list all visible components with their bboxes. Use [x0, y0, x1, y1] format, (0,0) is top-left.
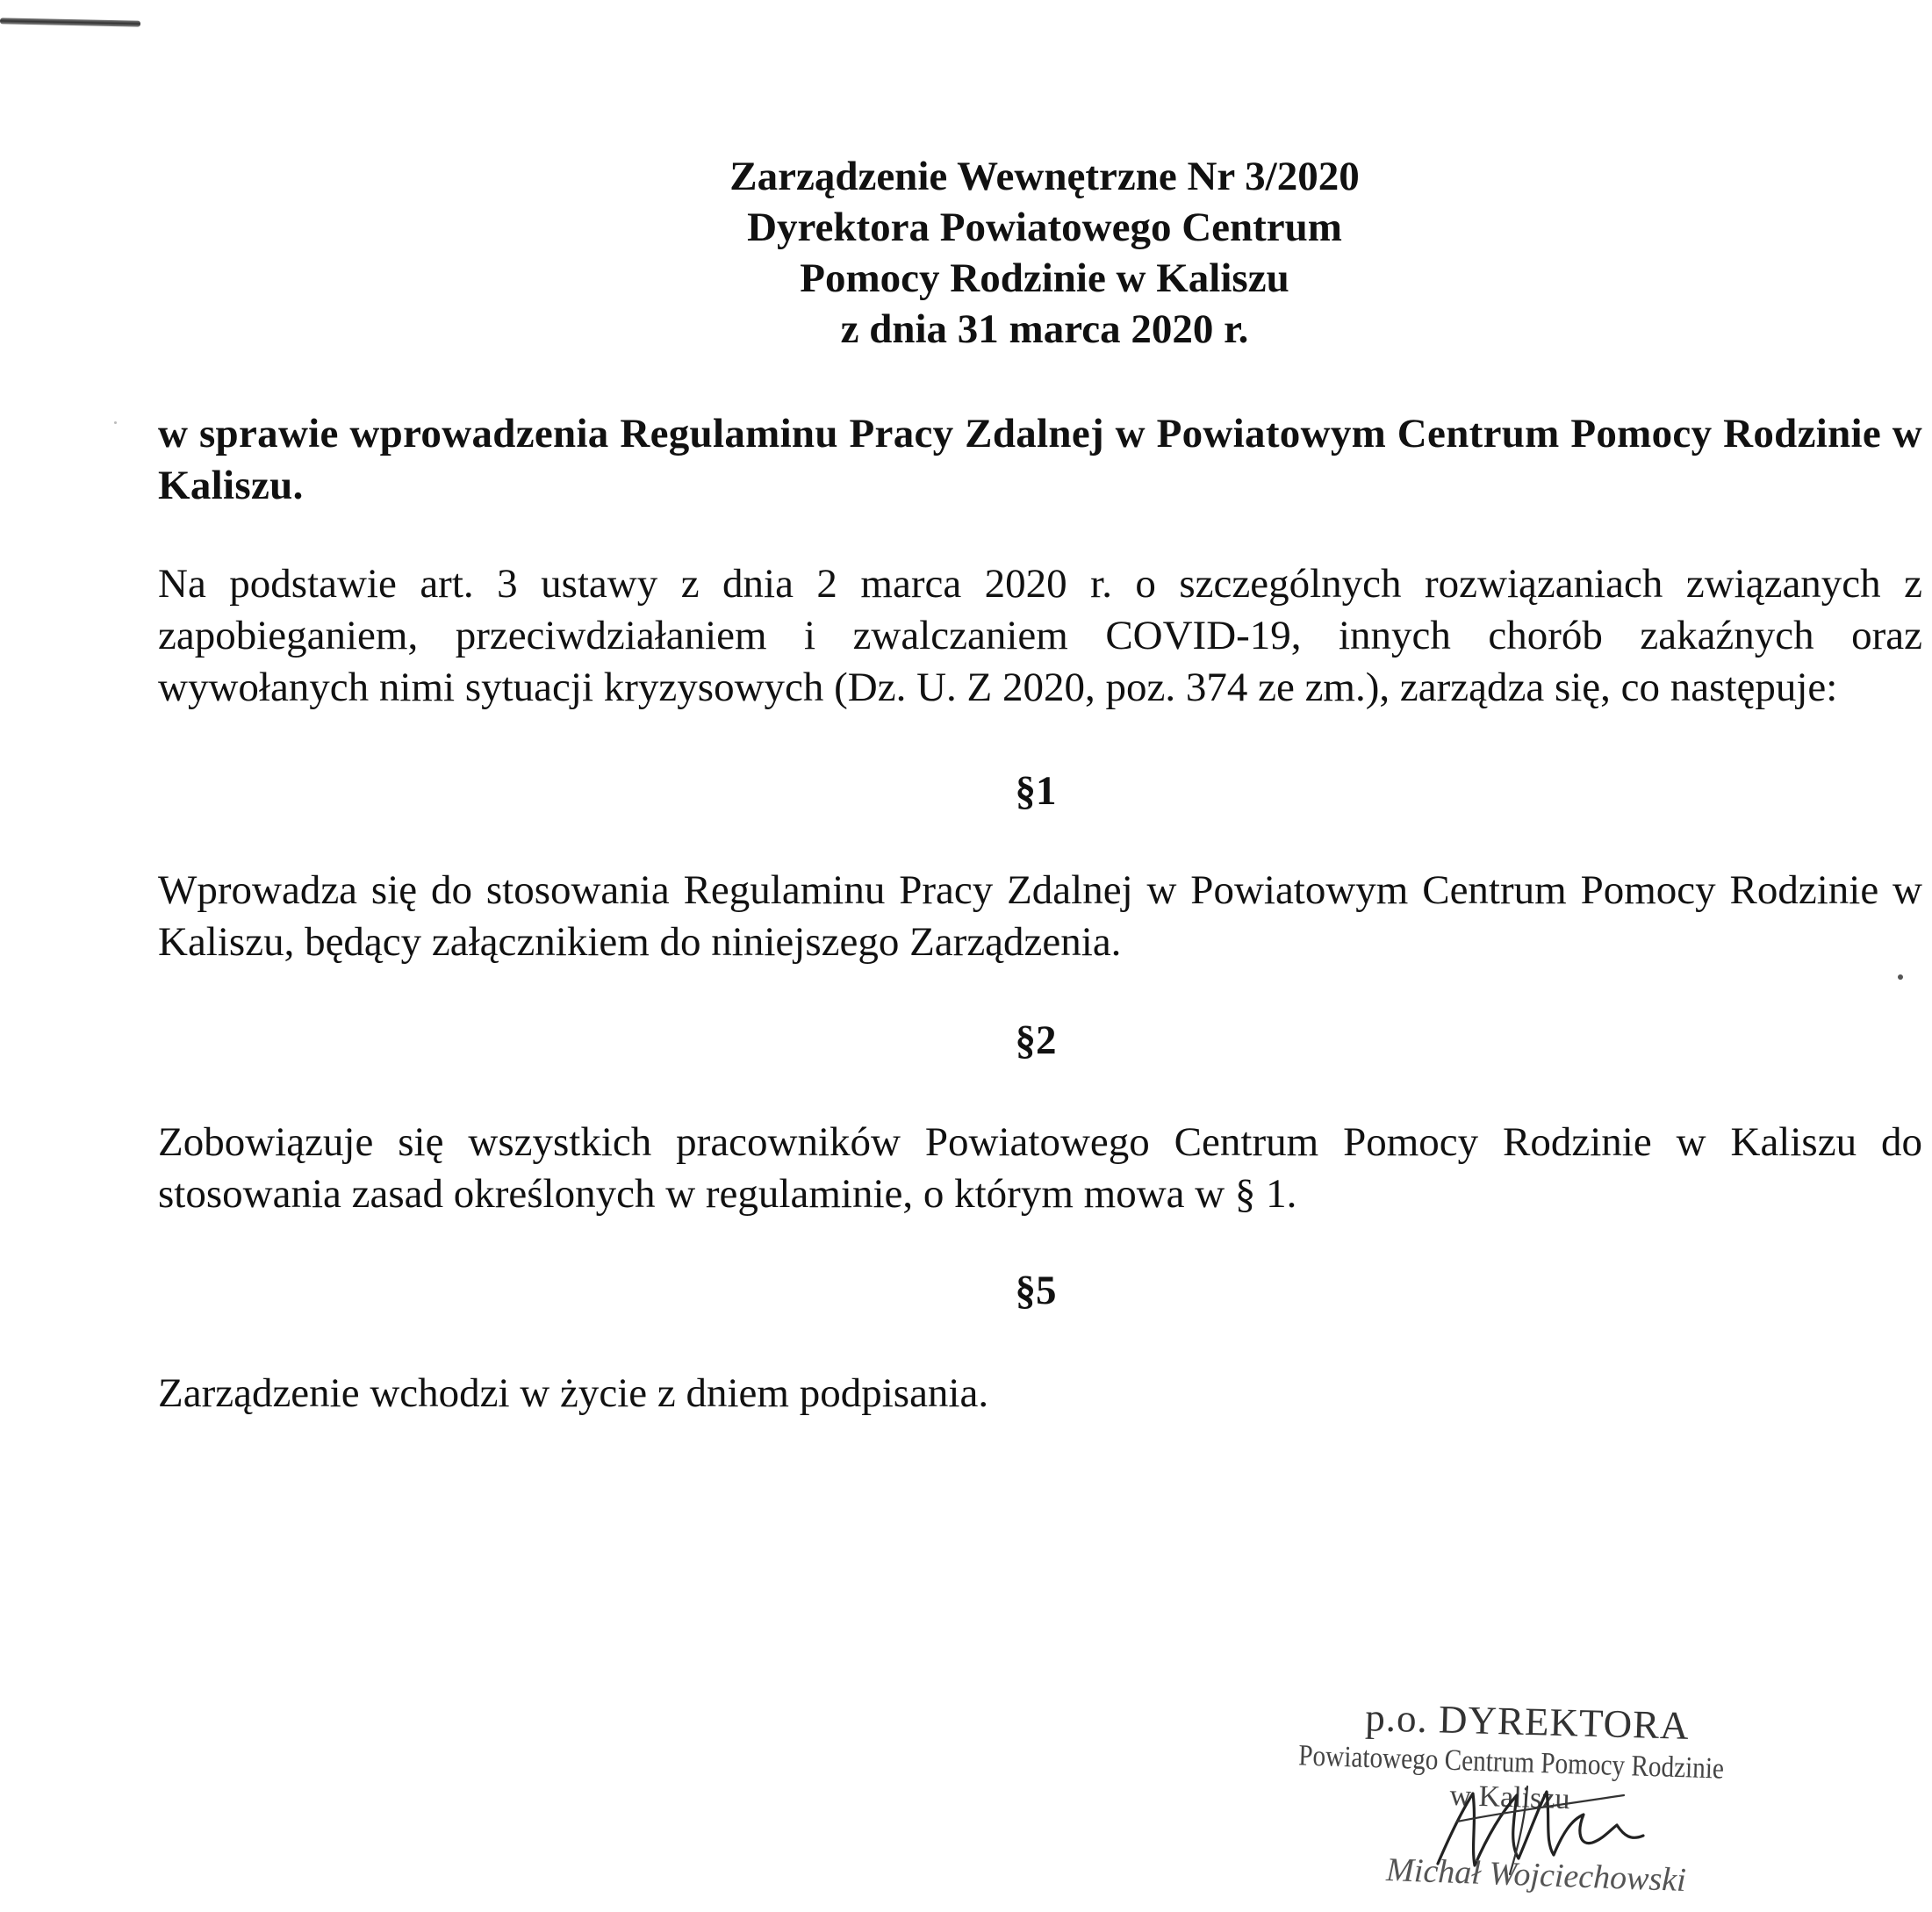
section-text-2: Zobowiązuje się wszystkich pracowników Powiatowego Centrum Pomocy Rodzinie w Kaliszu do stosowania zasad określonych w regulaminie, o którym mowa w § 1. [158, 1119, 1922, 1217]
scan-speck [114, 421, 117, 424]
header-title: Zarządzenie Wewnętrzne Nr 3/2020 [729, 154, 1360, 199]
document-header [439, 151, 1650, 355]
scan-mark [0, 18, 140, 26]
stamp-title: p.o. DYREKTORA [1364, 1695, 1691, 1748]
stamp-city: w Kaliszu [1448, 1779, 1571, 1816]
section-sign-1: §1 [1015, 768, 1057, 814]
stamp-institution: Powiatowego Centrum Pomocy Rodzinie [1297, 1739, 1725, 1786]
section-text-1: Wprowadza się do stosowania Regulaminu Pracy Zdalnej w Powiatowym Centrum Pomocy Rodzinie w Kaliszu, będący załącznikiem do niniejszego Zarządzenia. [158, 867, 1922, 965]
scan-speck [1898, 974, 1903, 980]
header-date: z dnia 31 marca 2020 r. [840, 306, 1249, 352]
section-sign-5: §5 [1015, 1268, 1057, 1313]
header-issuer: Dyrektora Powiatowego Centrum [747, 205, 1342, 250]
header-issuer-cont: Pomocy Rodzinie w Kaliszu [800, 255, 1289, 301]
legal-basis-paragraph: Na podstawie art. 3 ustawy z dnia 2 marca 2020 r. o szczególnych rozwiązaniach związanych z zapobieganiem, przeciwdziałaniem i zwalczaniem COVID-19, innych chorób zakaźnych oraz wywołanych nimi sytuacji kryzysowych (Dz. U. Z 2020, poz. 374 ze zm.), zarządza się, co następuje: [158, 561, 1922, 710]
stamp-signatory-name: Michał Wojciechowski [1385, 1851, 1687, 1899]
director-stamp [1264, 1695, 1756, 1909]
section-text-5: Zarządzenie wchodzi w życie z dniem podpisania. [158, 1370, 989, 1416]
subject-paragraph: w sprawie wprowadzenia Regulaminu Pracy Zdalnej w Powiatowym Centrum Pomocy Rodzinie w Kaliszu. [158, 411, 1922, 508]
section-sign-2: §2 [1015, 1017, 1057, 1063]
